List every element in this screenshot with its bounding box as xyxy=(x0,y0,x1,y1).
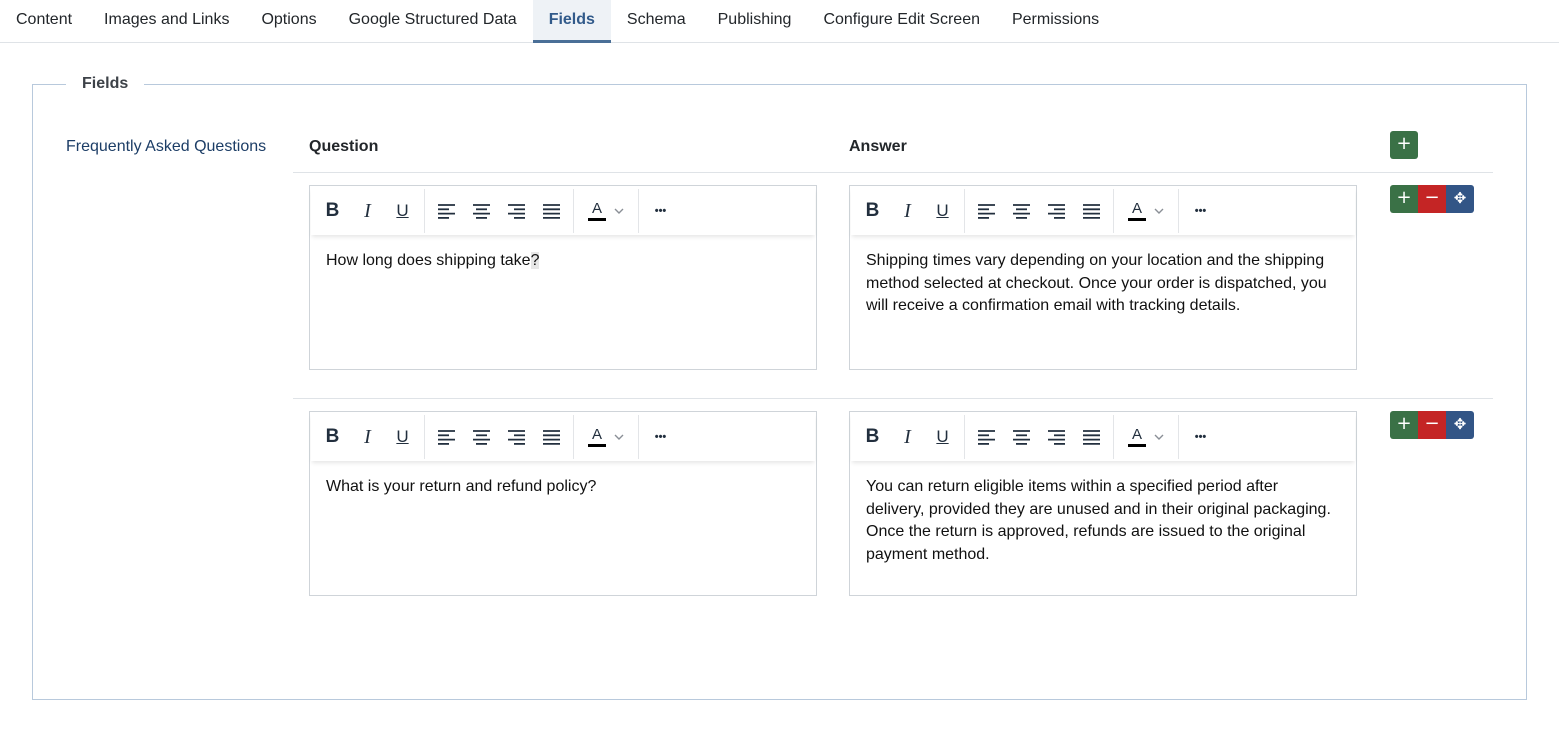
add-row-button[interactable]: + xyxy=(1390,185,1418,213)
tab-options[interactable]: Options xyxy=(261,11,317,28)
align-center-button[interactable] xyxy=(1004,420,1039,454)
editor-toolbar xyxy=(851,413,1355,461)
underline-button[interactable]: U xyxy=(936,427,949,446)
tab-configure-edit-screen[interactable]: Configure Edit Screen xyxy=(823,11,980,28)
editor-toolbar xyxy=(311,187,815,235)
text-color-button[interactable] xyxy=(578,194,634,228)
more-button[interactable] xyxy=(1183,194,1218,228)
chevron-down-icon xyxy=(614,208,624,214)
text-color-icon: A xyxy=(1131,199,1142,217)
move-row-button[interactable]: ✥ xyxy=(1446,411,1474,439)
question-editor[interactable] xyxy=(309,411,817,596)
text-color-button[interactable] xyxy=(578,420,634,454)
tab-publishing[interactable]: Publishing xyxy=(717,11,792,28)
italic-button[interactable]: I xyxy=(904,425,911,448)
align-left-icon xyxy=(978,430,995,445)
align-right-icon xyxy=(508,204,525,219)
chevron-down-icon xyxy=(1154,434,1164,440)
chevron-down-icon xyxy=(614,434,624,440)
more-button[interactable] xyxy=(1183,420,1218,454)
chevron-down-icon xyxy=(1154,208,1164,214)
align-right-button[interactable] xyxy=(499,194,534,228)
align-left-icon xyxy=(978,204,995,219)
align-left-button[interactable] xyxy=(969,194,1004,228)
italic-button[interactable]: I xyxy=(364,425,371,448)
answer-editor[interactable] xyxy=(849,185,1357,370)
tab-google-structured-data[interactable]: Google Structured Data xyxy=(348,11,517,28)
align-left-button[interactable] xyxy=(429,420,464,454)
align-justify-button[interactable] xyxy=(1074,420,1109,454)
move-row-button[interactable]: ✥ xyxy=(1446,185,1474,213)
text-color-icon: A xyxy=(591,425,602,443)
text-color-icon: A xyxy=(591,199,602,217)
align-left-button[interactable] xyxy=(429,194,464,228)
align-left-button[interactable] xyxy=(969,420,1004,454)
italic-button[interactable]: I xyxy=(904,199,911,222)
editor-toolbar xyxy=(311,413,815,461)
bold-button[interactable]: B xyxy=(865,200,880,221)
italic-button[interactable]: I xyxy=(364,199,371,222)
editor-toolbar xyxy=(851,187,1355,235)
question-text[interactable]: What is your return and refund policy? xyxy=(326,478,597,495)
align-right-icon xyxy=(1048,430,1065,445)
question-text[interactable]: How long does shipping take? xyxy=(326,252,540,269)
align-justify-icon xyxy=(543,430,560,445)
align-left-icon xyxy=(438,430,455,445)
align-left-icon xyxy=(438,204,455,219)
remove-row-button[interactable]: − xyxy=(1418,185,1446,213)
align-center-icon xyxy=(1013,430,1030,445)
bold-button[interactable]: B xyxy=(325,426,340,447)
more-button[interactable] xyxy=(643,420,678,454)
underline-button[interactable]: U xyxy=(396,427,409,446)
align-justify-icon xyxy=(543,204,560,219)
align-center-icon xyxy=(473,430,490,445)
column-header-question: Question xyxy=(309,138,379,155)
align-center-button[interactable] xyxy=(464,194,499,228)
underline-button[interactable]: U xyxy=(936,201,949,220)
align-right-button[interactable] xyxy=(1039,194,1074,228)
answer-text[interactable]: Shipping times vary depending on your location and the shipping method selected at checkout. Once your order is dispatched, you will receive a confirmation email with tracking details. xyxy=(866,252,1327,314)
text-color-icon: A xyxy=(1131,425,1142,443)
more-icon: ••• xyxy=(654,205,667,217)
align-right-icon xyxy=(508,430,525,445)
tab-schema[interactable]: Schema xyxy=(626,11,686,28)
field-label: Frequently Asked Questions xyxy=(66,138,267,155)
tab-images-and-links[interactable]: Images and Links xyxy=(104,11,230,28)
align-justify-button[interactable] xyxy=(1074,194,1109,228)
more-icon: ••• xyxy=(654,431,667,443)
align-justify-button[interactable] xyxy=(534,194,569,228)
question-editor[interactable] xyxy=(309,185,817,370)
tab-content[interactable]: Content xyxy=(16,11,73,28)
align-center-button[interactable] xyxy=(1004,194,1039,228)
align-right-icon xyxy=(1048,204,1065,219)
fields-fieldset xyxy=(32,84,1527,700)
align-center-icon xyxy=(473,204,490,219)
answer-text[interactable]: You can return eligible items within a specified period after delivery, provided they are unused and in their original packaging. Once the return is approved, refunds are issued to the original payment method. xyxy=(866,478,1331,563)
column-header-answer: Answer xyxy=(849,138,907,155)
more-icon: ••• xyxy=(1194,431,1207,443)
align-justify-icon xyxy=(1083,430,1100,445)
answer-editor[interactable] xyxy=(849,411,1357,596)
align-right-button[interactable] xyxy=(499,420,534,454)
row-divider xyxy=(293,398,1493,399)
remove-row-button[interactable]: − xyxy=(1418,411,1446,439)
underline-button[interactable]: U xyxy=(396,201,409,220)
align-center-icon xyxy=(1013,204,1030,219)
tab-permissions[interactable]: Permissions xyxy=(1011,11,1100,28)
text-color-button[interactable] xyxy=(1118,194,1174,228)
align-justify-icon xyxy=(1083,204,1100,219)
bold-button[interactable]: B xyxy=(325,200,340,221)
align-right-button[interactable] xyxy=(1039,420,1074,454)
align-center-button[interactable] xyxy=(464,420,499,454)
tab-fields[interactable]: Fields xyxy=(533,0,611,42)
text-color-button[interactable] xyxy=(1118,420,1174,454)
fieldset-legend: Fields xyxy=(66,74,144,94)
add-row-button[interactable]: + xyxy=(1390,131,1418,159)
more-icon: ••• xyxy=(1194,205,1207,217)
tab-bar xyxy=(0,0,1559,43)
row-divider xyxy=(293,172,1493,173)
bold-button[interactable]: B xyxy=(865,426,880,447)
align-justify-button[interactable] xyxy=(534,420,569,454)
add-row-button[interactable]: + xyxy=(1390,411,1418,439)
more-button[interactable] xyxy=(643,194,678,228)
